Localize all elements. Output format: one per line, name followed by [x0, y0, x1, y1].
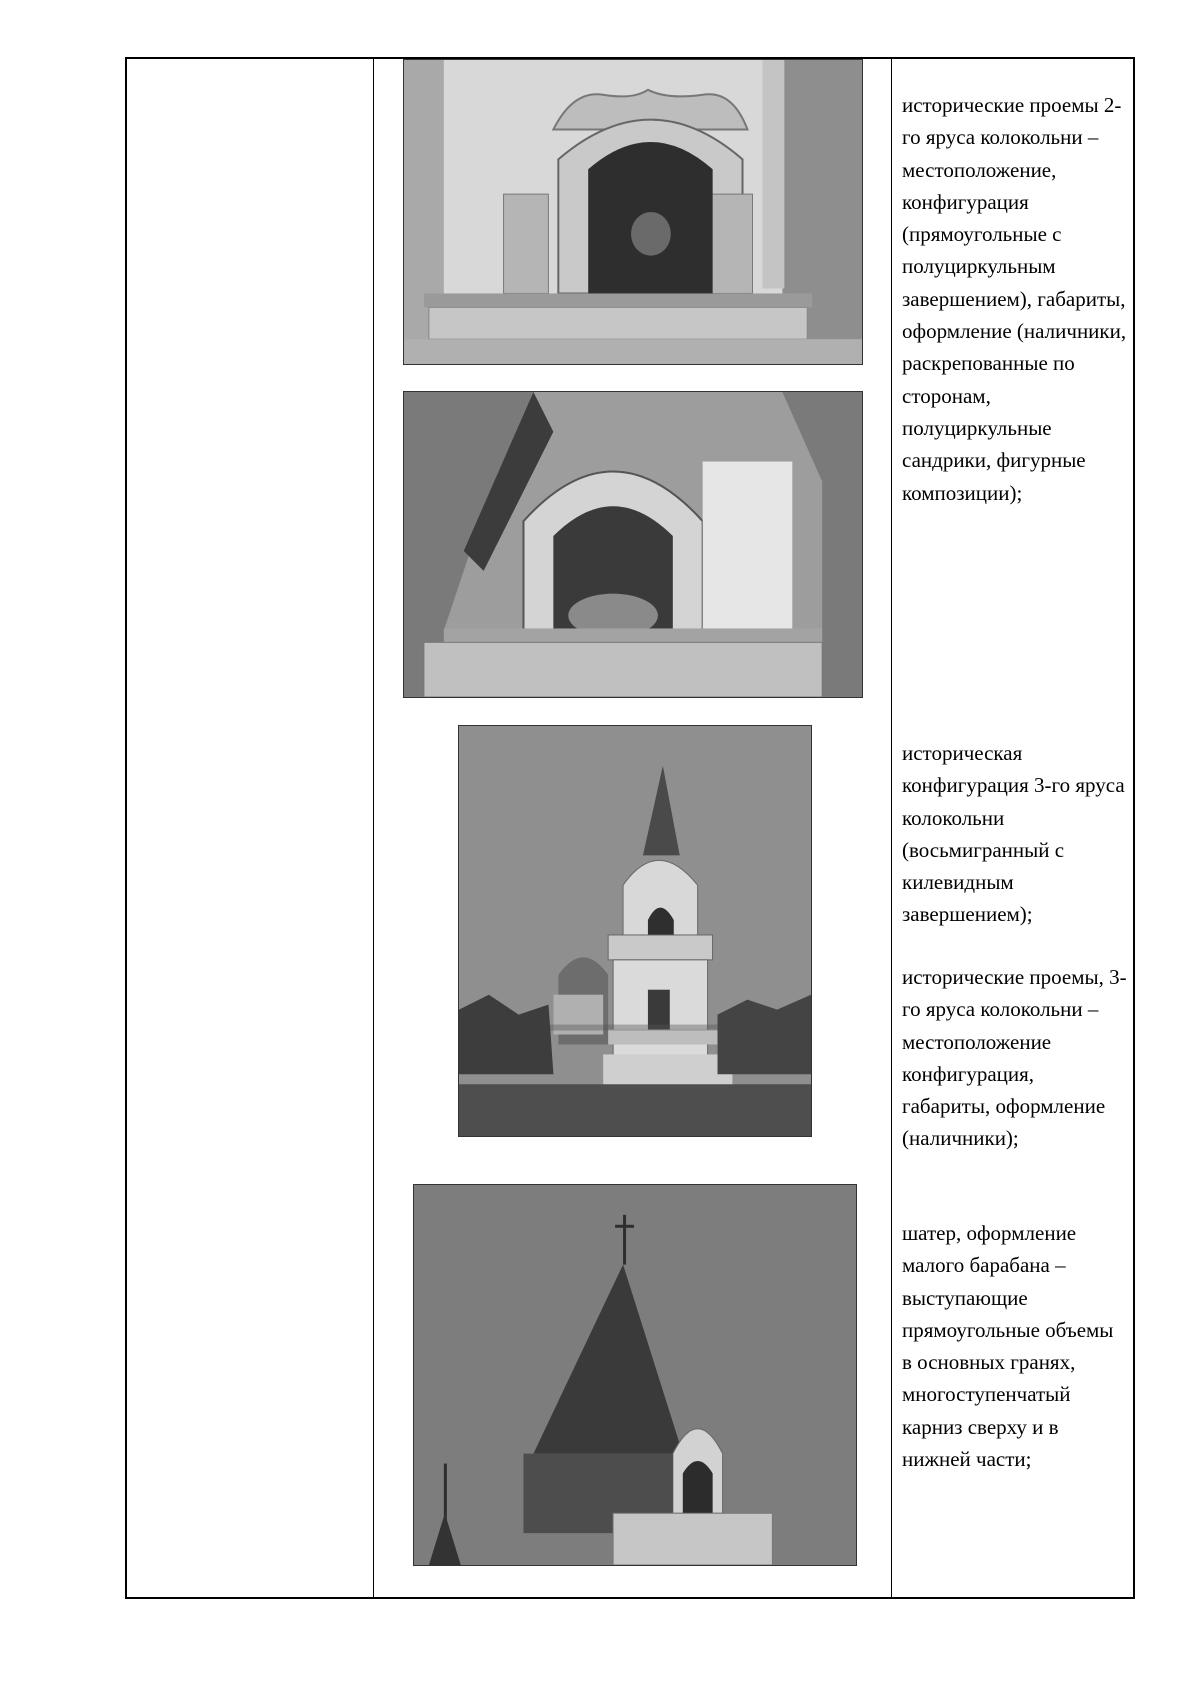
document-table	[125, 57, 1135, 1599]
description-text: исторические проемы 2-го яруса колокольни – местоположение, конфигурация (прямоугольные с полуциркульным завершением), габариты, оформление (наличники, раскрепованные по сторонам, полуциркульные сандрики, фигурные композиции);	[902, 93, 1127, 505]
description-text: исторические проемы, 3-го яруса колокольни – местоположение конфигурация, габариты, оформление (наличники);	[902, 965, 1127, 1151]
column-divider-right	[891, 59, 892, 1597]
column-divider-left	[373, 59, 374, 1597]
belfry-arch-photo	[403, 391, 863, 698]
tent-roof-photo	[413, 1184, 857, 1566]
description-text: историческая конфигурация 3-го яруса колокольни (восьмигранный с килевидным завершением);	[902, 741, 1125, 927]
bell-tower-photo	[458, 725, 812, 1137]
description-text: шатер, оформление малого барабана – выступающие прямоугольные объемы в основных гранях, многоступенчатый карниз сверху и в нижней части;	[902, 1221, 1114, 1472]
bell-opening-photo	[403, 59, 863, 365]
